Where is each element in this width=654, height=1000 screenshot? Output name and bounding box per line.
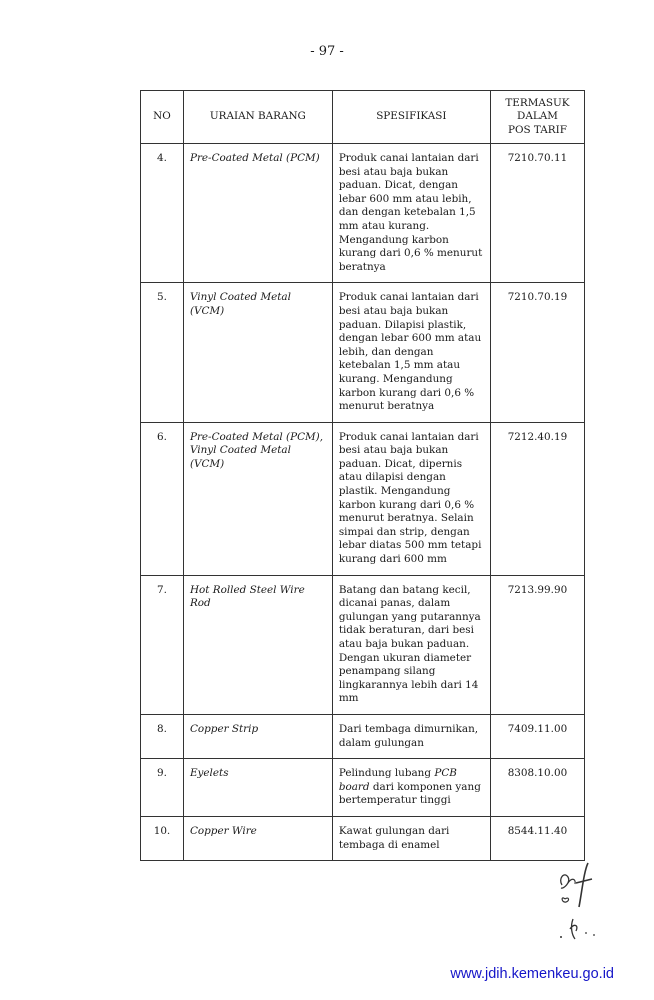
row-pos: 7409.11.00 [490, 714, 584, 758]
row-pos: 8308.10.00 [490, 759, 584, 817]
row-name [183, 144, 332, 283]
row-name [183, 714, 332, 758]
row-spec: Kawat gulungan dari tembaga di enamel [332, 816, 490, 860]
row-no: 8. [141, 714, 184, 758]
row-spec-em: PCB board [338, 767, 457, 793]
footer-url-link[interactable]: www.jdih.kemenkeu.go.id [450, 966, 614, 982]
row-name-line: Hot Rolled Steel Wire Rod [189, 583, 305, 610]
row-name-line: Pre-Coated Metal (PCM) [189, 152, 320, 164]
row-no: 7. [141, 575, 184, 714]
row-spec: Produk canai lantaian dari besi atau baja bukan paduan. Dilapisi plastik, dengan lebar 600 mm atau lebih, dan dengan ketebalan 1,5 mm atau kurang. Mengandung karbon kurang dari 0,6 % menurut beratnya [332, 283, 490, 422]
row-spec: Dari tembaga dimurnikan, dalam gulungan [332, 714, 490, 758]
row-name-line: Vinyl Coated Metal (VCM) [189, 291, 291, 317]
table-row [141, 816, 585, 860]
row-name [183, 816, 332, 860]
header-pos [490, 91, 584, 144]
row-no: 4. [141, 144, 184, 283]
row-pos: 7213.99.90 [490, 575, 584, 714]
handwritten-initials-signature [548, 855, 618, 955]
row-name-line: Copper Wire [189, 824, 257, 837]
header-pos-line3: POS TARIF [507, 123, 567, 136]
row-pos: 7212.40.19 [490, 422, 584, 575]
row-spec: Produk canai lantaian dari besi atau baja bukan paduan. Dicat, dipernis atau dilapisi dengan plastik. Mengandung karbon kurang dari 0,6 % menurut beratnya. Selain simpai dan strip, dengan lebar diatas 500 mm tetapi kurang dari 600 mm [332, 422, 490, 575]
row-no: 6. [141, 422, 184, 575]
table-row [141, 575, 585, 714]
row-pos: 8544.11.40 [490, 816, 584, 860]
row-no: 5. [141, 283, 184, 422]
table-row [141, 144, 585, 283]
header-no: NO [141, 91, 184, 144]
row-name [183, 422, 332, 575]
header-pos-line2: DALAM [517, 110, 558, 123]
row-spec-pre: Pelindung lubang [338, 767, 435, 780]
row-spec: Produk canai lantaian dari besi atau baja bukan paduan. Dicat, dengan lebar 600 mm atau lebih, dan dengan ketebalan 1,5 mm atau kurang. Mengandung karbon kurang dari 0,6 % menurut beratnya [332, 144, 490, 283]
row-name [183, 759, 332, 817]
row-pos: 7210.70.19 [490, 283, 584, 422]
table-row [141, 422, 585, 575]
row-spec: Batang dan batang kecil, dicanai panas, dalam gulungan yang putarannya tidak beraturan, dari besi atau baja bukan paduan. Dengan ukuran diameter penampang silang lingkarannya lebih dari 14 mm [332, 575, 490, 714]
goods-table [140, 90, 585, 861]
row-no: 9. [141, 759, 184, 817]
row-no: 10. [141, 816, 184, 860]
table-header-row [141, 91, 585, 144]
row-name-line: Copper Strip [189, 722, 259, 735]
row-spec-post: dari komponen yang bertemperatur tinggi [338, 780, 481, 807]
row-spec [332, 759, 490, 817]
row-name [183, 283, 332, 422]
row-pos: 7210.70.11 [490, 144, 584, 283]
header-pos-line1: TERMASUK [505, 97, 570, 110]
row-name-line-2: Vinyl Coated Metal (VCM) [189, 444, 291, 470]
header-name: URAIAN BARANG [183, 91, 332, 144]
row-name [183, 575, 332, 714]
page-number: - 97 - [310, 44, 344, 59]
row-name-line: Eyelets [189, 767, 229, 780]
table-row [141, 759, 585, 817]
table-row [141, 714, 585, 758]
header-spec: SPESIFIKASI [332, 91, 490, 144]
table-row [141, 283, 585, 422]
row-name-line: Pre-Coated Metal (PCM), [189, 430, 324, 443]
